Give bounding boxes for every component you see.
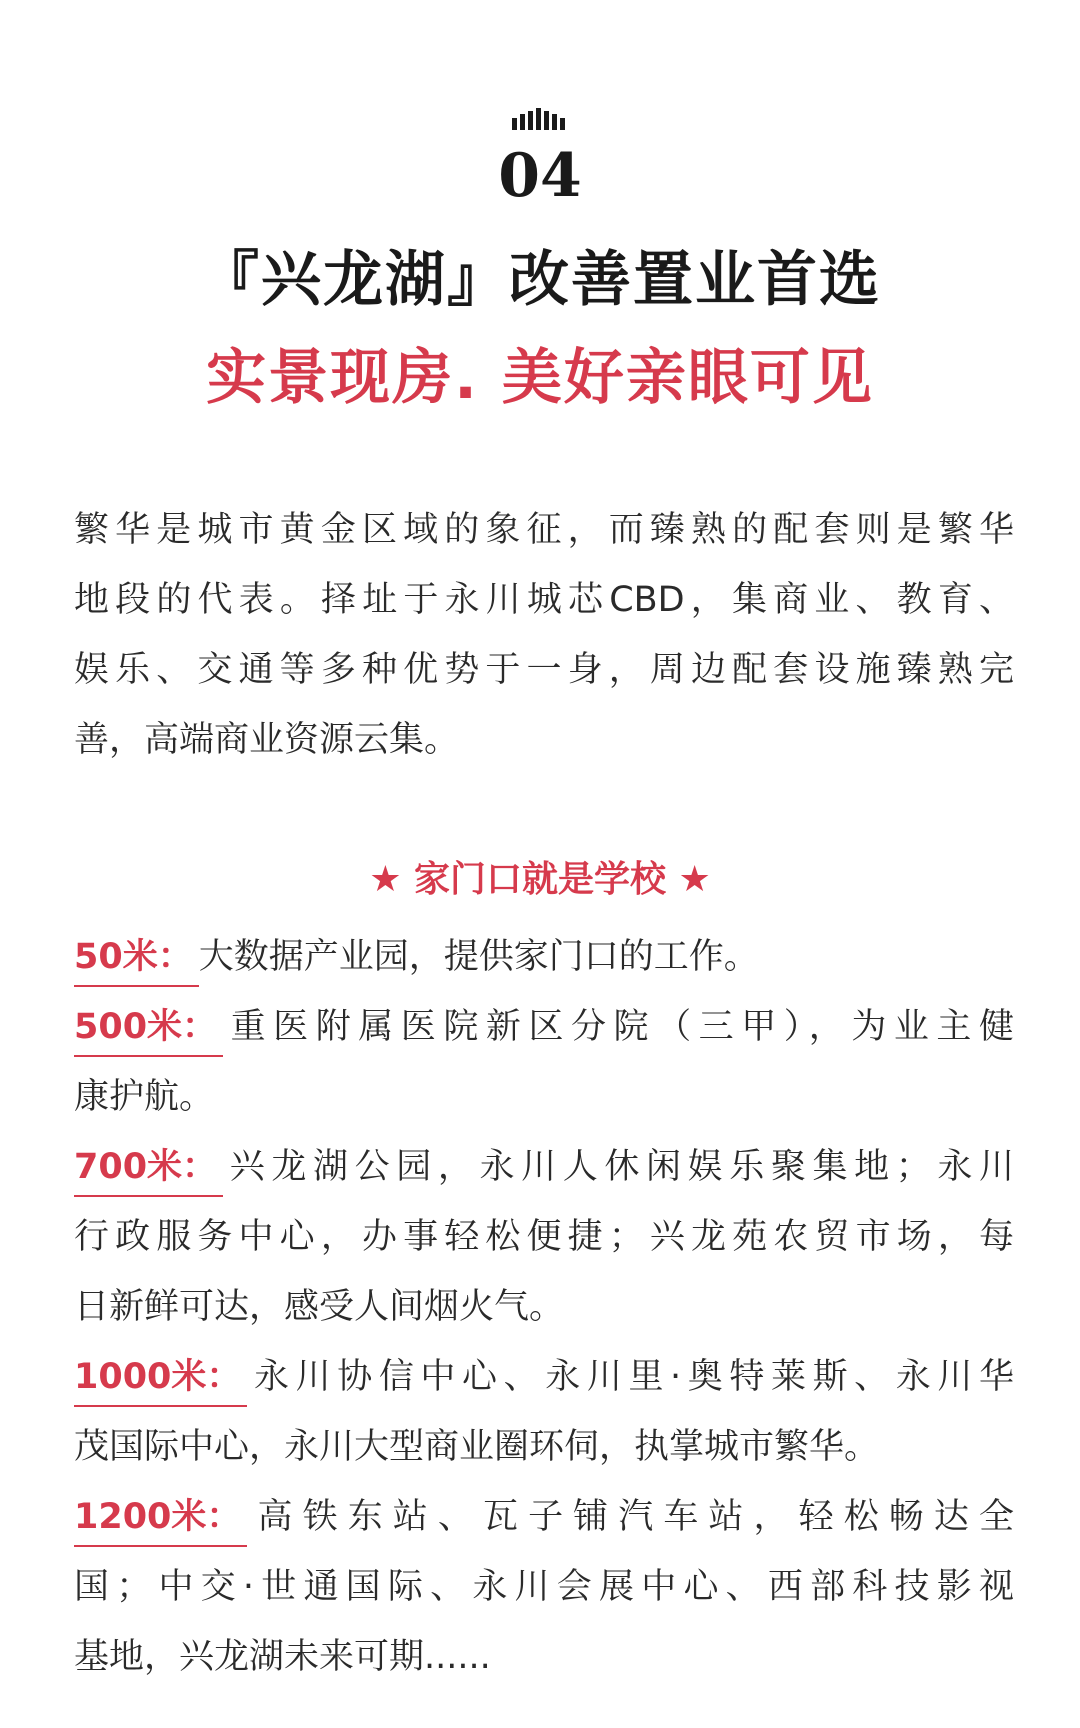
item-line xyxy=(74,1132,1014,1202)
distance-list xyxy=(74,922,1014,1692)
distance-label: 700米： xyxy=(74,1139,223,1197)
distance-label: 50米： xyxy=(74,929,199,987)
distance-label: 500米： xyxy=(74,999,223,1057)
item-line: 日新鲜可达，感受人间烟火气。 xyxy=(74,1287,565,1327)
list-item xyxy=(74,1342,1014,1482)
item-line: 茂国际中心，永川大型商业圈环伺，执掌城市繁华。 xyxy=(74,1427,880,1467)
distance-label: 1200米： xyxy=(74,1489,247,1547)
section-heading: ★ 家门口就是学校 ★ xyxy=(369,859,711,900)
intro-line: 地段的代表。择址于永川城芯CBD，集商业、教育、 xyxy=(74,580,1014,620)
page-subtitle: 实景现房. 美好亲眼可见 xyxy=(206,343,874,413)
distance-label: 1000米： xyxy=(74,1349,247,1407)
item-line: 康护航。 xyxy=(74,1077,215,1117)
page-title: 『兴龙湖』改善置业首选 xyxy=(199,245,881,315)
item-text: 高铁东站、瓦子铺汽车站，轻松畅达全 xyxy=(247,1497,1014,1537)
section-number: 04 xyxy=(498,141,582,211)
intro-paragraph xyxy=(74,495,1014,775)
item-line xyxy=(74,992,1014,1062)
item-text: 兴龙湖公园，永川人休闲娱乐聚集地；永川 xyxy=(223,1147,1014,1187)
item-line xyxy=(74,1482,1014,1552)
list-item xyxy=(74,1482,1014,1692)
intro-line: 善，高端商业资源云集。 xyxy=(74,720,460,760)
item-line xyxy=(74,1342,1014,1412)
list-item xyxy=(74,1132,1014,1342)
item-line: 基地，兴龙湖未来可期...... xyxy=(74,1637,491,1677)
item-text: 永川协信中心、永川里·奥特莱斯、永川华 xyxy=(247,1357,1014,1397)
list-item xyxy=(74,992,1014,1132)
bars-ornament-icon xyxy=(512,108,570,130)
list-item xyxy=(74,922,1014,992)
intro-line: 娱乐、交通等多种优势于一身，周边配套设施臻熟完 xyxy=(74,650,1014,690)
item-text: 大数据产业园，提供家门口的工作。 xyxy=(198,937,759,977)
item-line: 行政服务中心，办事轻松便捷；兴龙苑农贸市场，每 xyxy=(74,1217,1014,1257)
item-line xyxy=(74,922,1014,992)
item-text: 重医附属医院新区分院（三甲），为业主健 xyxy=(223,1007,1014,1047)
item-line: 国；中交·世通国际、永川会展中心、西部科技影视 xyxy=(74,1567,1014,1607)
intro-line: 繁华是城市黄金区域的象征，而臻熟的配套则是繁华 xyxy=(74,510,1014,550)
